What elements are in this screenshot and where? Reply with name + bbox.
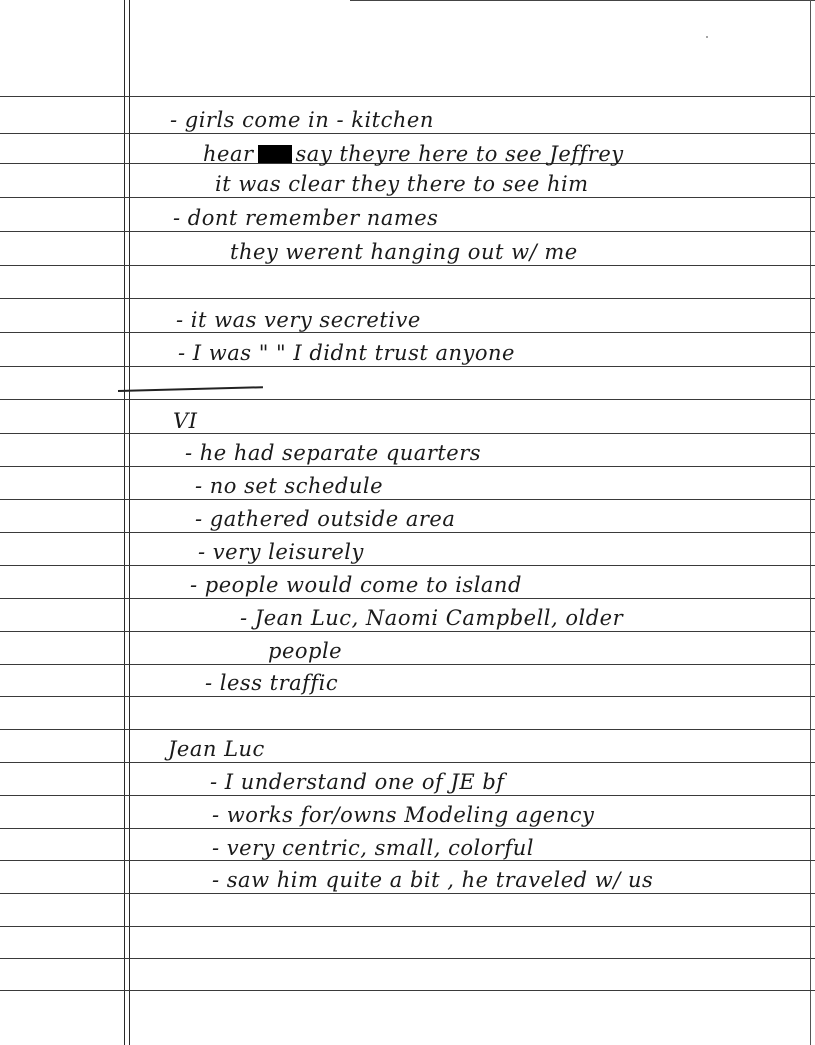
note-line: - it was very secretive bbox=[176, 308, 421, 332]
note-line: - very leisurely bbox=[198, 540, 364, 564]
note-line: - saw him quite a bit , he traveled w/ us bbox=[212, 868, 654, 892]
ruled-line bbox=[0, 729, 815, 730]
note-line: - Jean Luc, Naomi Campbell, older bbox=[240, 606, 624, 630]
note-line: people bbox=[268, 639, 343, 663]
ruled-line bbox=[0, 762, 815, 763]
note-line: Jean Luc bbox=[168, 737, 265, 761]
margin-line-left bbox=[124, 0, 125, 1045]
page-top-edge bbox=[350, 0, 815, 1]
ruled-line bbox=[0, 265, 815, 266]
note-text: say theyre here to see Jeffrey bbox=[295, 142, 624, 166]
page-right-edge bbox=[810, 0, 811, 1045]
ruled-line bbox=[0, 893, 815, 894]
note-line: - gathered outside area bbox=[195, 507, 456, 531]
note-line: VI bbox=[173, 409, 198, 433]
note-line: they werent hanging out w/ me bbox=[230, 240, 578, 264]
ruled-line bbox=[0, 565, 815, 566]
ruled-line bbox=[0, 860, 815, 861]
note-line bbox=[203, 142, 624, 166]
ruled-line bbox=[0, 399, 815, 400]
ruled-line bbox=[0, 197, 815, 198]
note-line: it was clear they there to see him bbox=[215, 172, 589, 196]
ruled-line bbox=[0, 133, 815, 134]
note-line: - I was " " I didnt trust anyone bbox=[178, 341, 515, 365]
ruled-line bbox=[0, 499, 815, 500]
ruled-line bbox=[0, 366, 815, 367]
note-line: - works for/owns Modeling agency bbox=[212, 803, 595, 827]
note-line: - I understand one of JE bf bbox=[210, 770, 505, 794]
ruled-line bbox=[0, 696, 815, 697]
ruled-line bbox=[0, 332, 815, 333]
paper-speck bbox=[706, 36, 708, 38]
note-line: - he had separate quarters bbox=[185, 441, 482, 465]
divider-stroke bbox=[118, 386, 263, 392]
ruled-line bbox=[0, 466, 815, 467]
note-line: - dont remember names bbox=[173, 206, 439, 230]
ruled-line bbox=[0, 598, 815, 599]
ruled-line bbox=[0, 828, 815, 829]
ruled-line bbox=[0, 795, 815, 796]
ruled-line bbox=[0, 231, 815, 232]
note-line: - very centric, small, colorful bbox=[212, 836, 534, 860]
ruled-line bbox=[0, 433, 815, 434]
note-text: hear bbox=[203, 142, 254, 166]
ruled-line bbox=[0, 532, 815, 533]
ruled-line bbox=[0, 96, 815, 97]
ruled-line bbox=[0, 990, 815, 991]
ruled-line bbox=[0, 958, 815, 959]
note-line: - less traffic bbox=[205, 671, 339, 695]
margin-line-right bbox=[129, 0, 130, 1045]
ruled-line bbox=[0, 926, 815, 927]
note-line: - people would come to island bbox=[190, 573, 522, 597]
note-line: - no set schedule bbox=[195, 474, 384, 498]
ruled-line bbox=[0, 298, 815, 299]
note-line: - girls come in - kitchen bbox=[170, 108, 434, 132]
ruled-line bbox=[0, 664, 815, 665]
redaction-box bbox=[258, 145, 292, 163]
ruled-line bbox=[0, 631, 815, 632]
